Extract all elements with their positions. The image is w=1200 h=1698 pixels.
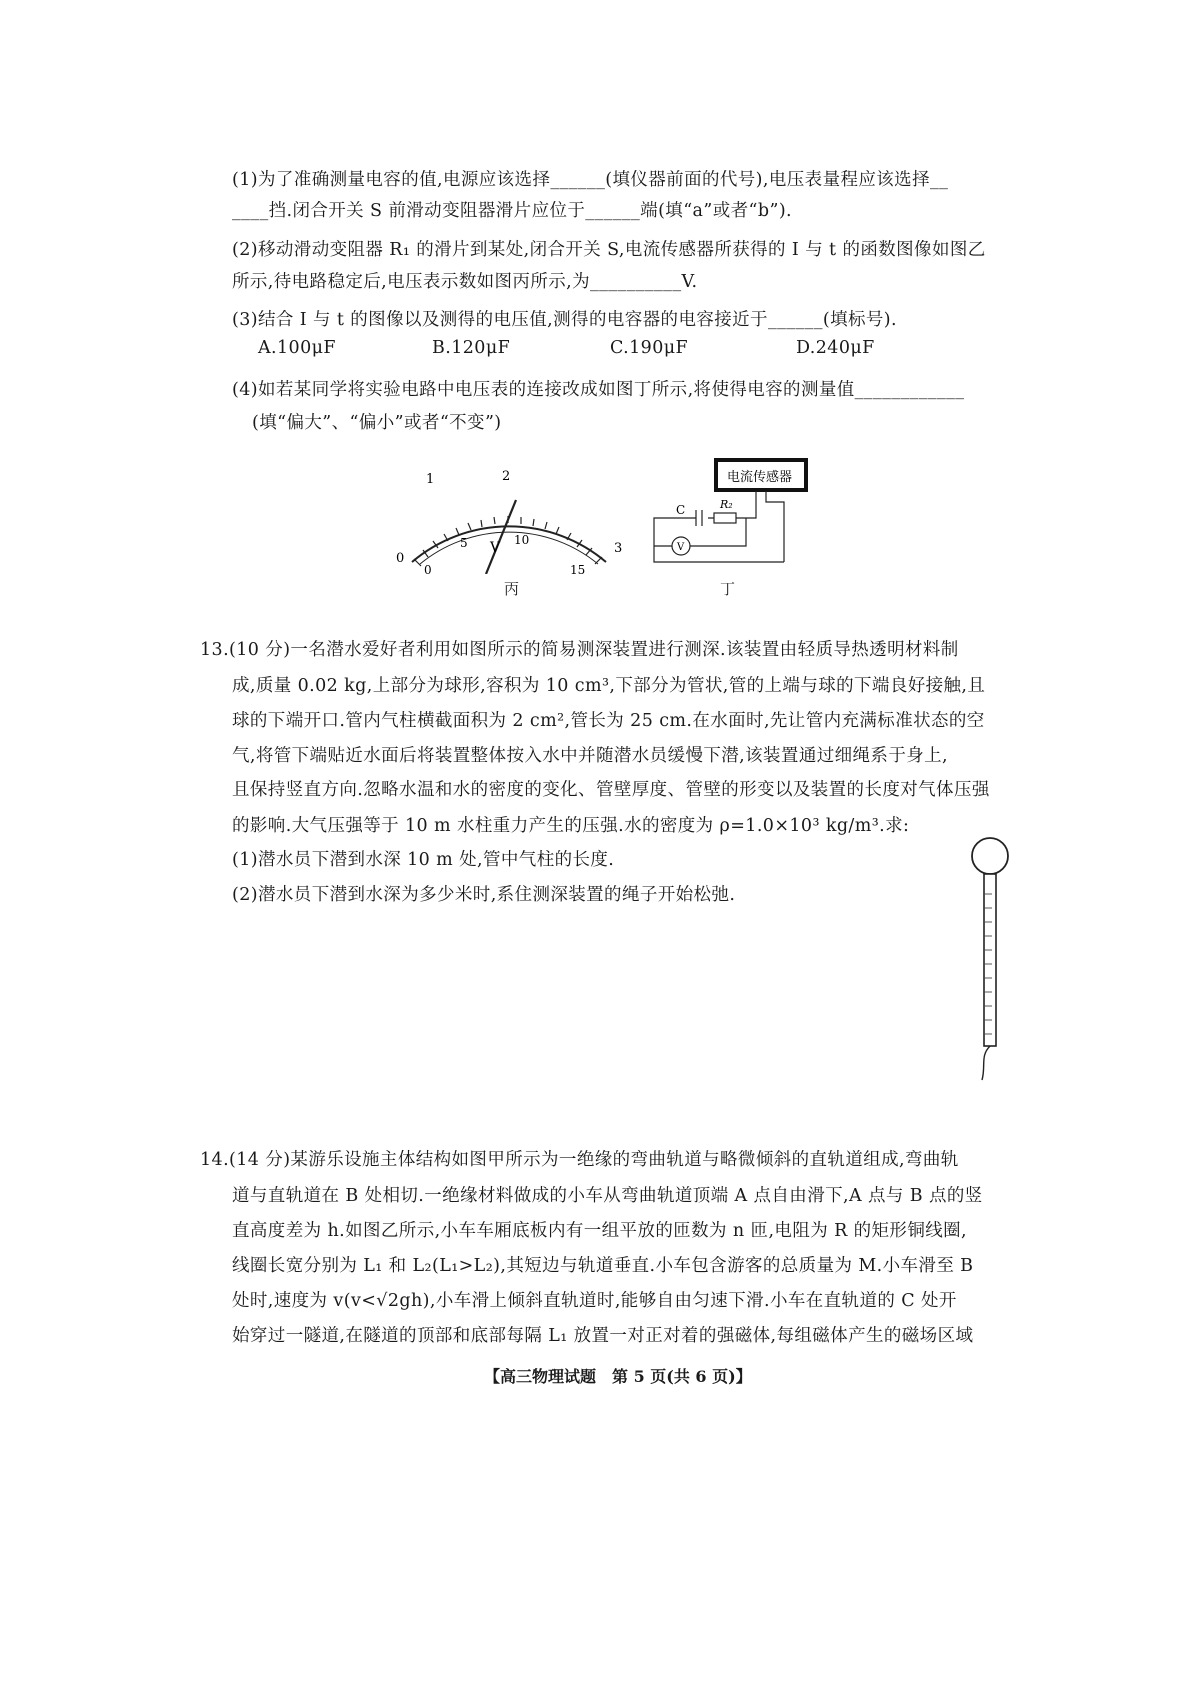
circuit-figure [648,458,808,568]
q12-option-d: D.240μF [796,338,875,358]
current-sensor-label: 电流传感器 [727,470,793,485]
meter-lower-tick-5: 5 [460,536,468,550]
meter-lower-tick-10: 10 [514,533,530,547]
q12-option-b: B.120μF [432,338,511,358]
meter-symbol: V [490,540,501,556]
meter-pointer [486,500,516,574]
q12-part1-line2: ____挡.闭合开关 S 前滑动变阻器滑片应位于______端(填“a”或者“b”). [232,201,793,221]
circuit-voltmeter-label: V [677,542,685,553]
q14-line-6: 始穿过一隧道,在隧道的顶部和底部每隔 L₁ 放置一对正对着的强磁体,每组磁体产生的磁场区域 [232,1326,974,1346]
q13-sub-1: (1)潜水员下潜到水深 10 m 处,管中气柱的长度. [232,850,615,870]
voltmeter-caption: 丙 [504,580,520,598]
q13-line-1: 13.(10 分)一名潜水爱好者利用如图所示的简易测深装置进行测深.该装置由轻质导热透明材料制 [200,640,959,660]
q13-line-2: 成,质量 0.02 kg,上部分为球形,容积为 10 cm³,下部分为管状,管的上端与球的下端良好接触,且 [232,676,986,696]
q12-option-c: C.190μF [610,338,689,358]
q13-line-4: 气,将管下端贴近水面后将装置整体按入水中并随潜水员缓慢下潜,该装置通过细绳系于身上, [232,746,948,766]
circuit-caption: 丁 [720,580,736,598]
q12-option-a: A.100μF [258,338,336,358]
q14-line-2: 道与直轨道在 B 处相切.一绝缘材料做成的小车从弯曲轨道顶端 A 点自由滑下,A 点与 B 点的竖 [232,1186,983,1206]
voltmeter-figure [390,462,630,574]
q13-line-5: 且保持竖直方向.忽略水温和水的密度的变化、管壁厚度、管壁的形变以及装置的长度对气体压强 [232,780,990,800]
gauge-string [982,1046,990,1080]
q13-line-6: 的影响.大气压强等于 10 m 水柱重力产生的压强.水的密度为 ρ=1.0×10³ kg/m³.求: [232,816,910,836]
q13-sub-2: (2)潜水员下潜到水深为多少米时,系住测深装置的绳子开始松弛. [232,885,736,905]
q14-line-1: 14.(14 分)某游乐设施主体结构如图甲所示为一绝缘的弯曲轨道与略微倾斜的直轨道组成,弯曲轨 [200,1150,959,1170]
q12-part2-line2: 所示,待电路稳定后,电压表示数如图丙所示,为__________V. [232,272,698,292]
capacitor-label: C [676,503,686,517]
meter-upper-tick-3: 3 [614,541,623,556]
meter-lower-tick-15: 15 [570,563,586,574]
q12-part3: (3)结合 I 与 t 的图像以及测得的电压值,测得的电容器的电容接近于______(填标号). [232,310,897,330]
q14-line-3: 直高度差为 h.如图乙所示,小车车厢底板内有一组平放的匝数为 n 匝,电阻为 R 的矩形铜线圈, [232,1221,967,1241]
resistor-label: R₂ [720,498,733,511]
depth-gauge-figure [960,834,1020,1084]
resistor-r2 [714,513,736,523]
q14-line-5: 处时,速度为 v(v<√2gh),小车滑上倾斜直轨道时,能够自由匀速下滑.小车在直轨道的 C 处开 [232,1291,957,1311]
q12-part2-line1: (2)移动滑动变阻器 R₁ 的滑片到某处,闭合开关 S,电流传感器所获得的 I 与 t 的函数图像如图乙 [232,240,986,260]
q12-part1-line1: (1)为了准确测量电容的值,电源应该选择______(填仪器前面的代号),电压表量程应该选择__ [232,170,949,190]
q14-line-4: 线圈长宽分别为 L₁ 和 L₂(L₁>L₂),其短边与轨道垂直.小车包含游客的总质量为 M.小车滑至 B [232,1256,974,1276]
meter-upper-tick-2: 2 [502,469,511,484]
q13-line-3: 球的下端开口.管内气柱横截面积为 2 cm²,管长为 25 cm.在水面时,先让管内充满标准状态的空 [232,711,985,731]
q12-part4-line1: (4)如若某同学将实验电路中电压表的连接改成如图丁所示,将使得电容的测量值____________ [232,380,965,400]
page-footer: 【高三物理试题 第 5 页(共 6 页)】 [484,1367,752,1386]
meter-upper-tick-0: 0 [396,551,405,566]
q12-part4-line2: (填“偏大”、“偏小”或者“不变”) [252,413,502,433]
gauge-bulb [972,838,1008,874]
meter-upper-tick-1: 1 [426,472,435,487]
meter-lower-tick-0: 0 [424,563,432,574]
